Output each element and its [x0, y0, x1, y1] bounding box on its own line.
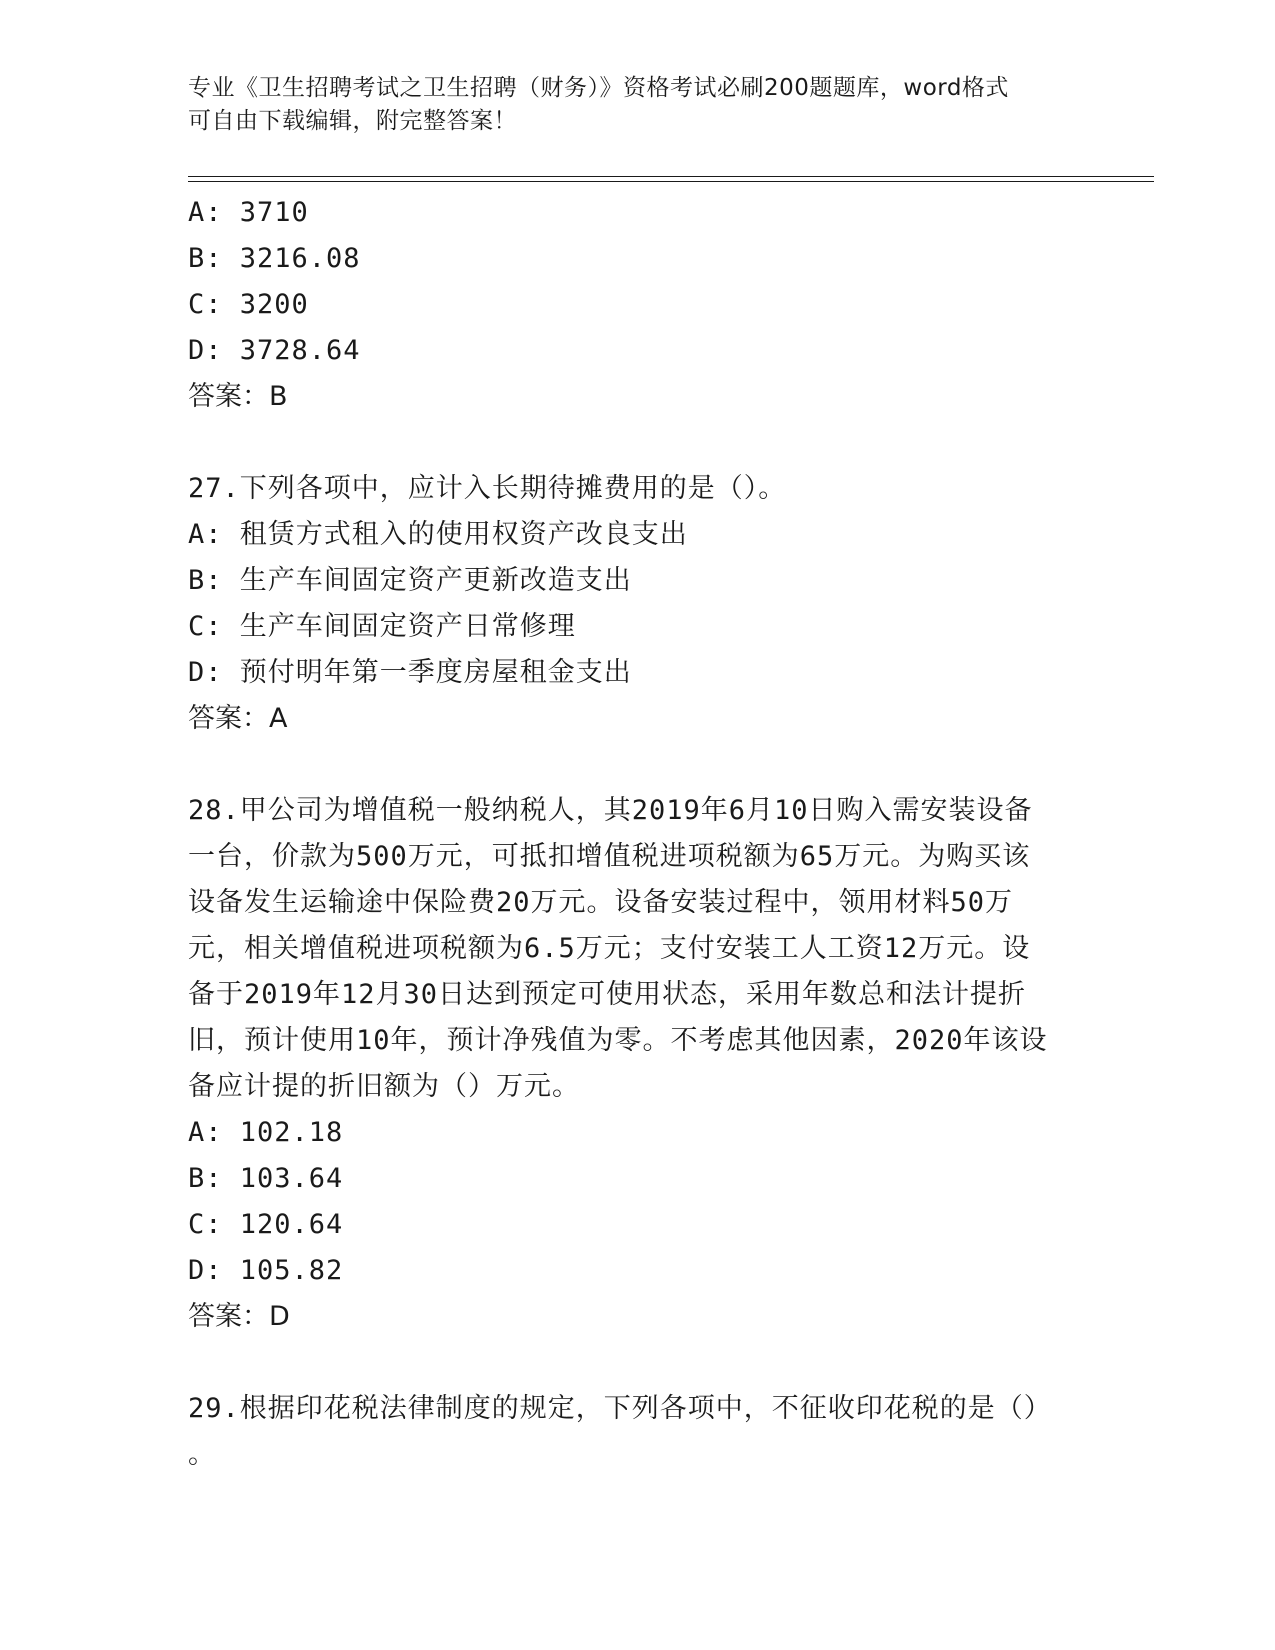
option-b: B: 生产车间固定资产更新改造支出	[188, 565, 632, 596]
question-27	[188, 466, 1088, 742]
header-rule-top	[188, 176, 1154, 177]
question-stem: 27.下列各项中，应计入长期待摊费用的是（）。	[188, 473, 787, 504]
question-stem	[188, 1386, 1088, 1478]
answer: 答案：D	[188, 1301, 290, 1332]
option-b: B: 3216.08	[188, 243, 361, 274]
option-c: C: 120.64	[188, 1209, 344, 1240]
option-c: C: 生产车间固定资产日常修理	[188, 611, 576, 642]
question-29	[188, 1386, 1088, 1478]
option-d: D: 预付明年第一季度房屋租金支出	[188, 657, 632, 688]
stem-line: 旧，预计使用10年，预计净残值为零。不考虑其他因素，2020年该设	[188, 1025, 1048, 1056]
stem-line: 。	[188, 1439, 216, 1470]
stem-line: 元，相关增值税进项税额为6.5万元；支付安装工人工资12万元。设	[188, 933, 1031, 964]
option-a: A: 3710	[188, 197, 309, 228]
option-d: D: 105.82	[188, 1255, 344, 1286]
option-c: C: 3200	[188, 289, 309, 320]
question-28	[188, 788, 1088, 1340]
answer: 答案：A	[188, 703, 288, 734]
header-rule-bottom	[188, 181, 1154, 182]
header-line-1: 专业《卫生招聘考试之卫生招聘（财务）》资格考试必刷200题题库，word格式	[188, 75, 1009, 101]
answer: 答案：B	[188, 381, 288, 412]
stem-line: 28.甲公司为增值税一般纳税人，其2019年6月10日购入需安装设备	[188, 795, 1033, 826]
stem-line: 一台，价款为500万元，可抵扣增值税进项税额为65万元。为购买该	[188, 841, 1031, 872]
option-d: D: 3728.64	[188, 335, 361, 366]
header-line-2: 可自由下载编辑，附完整答案！	[188, 108, 517, 134]
stem-line: 备于2019年12月30日达到预定可使用状态，采用年数总和法计提折	[188, 979, 1027, 1010]
question-26	[188, 190, 1088, 420]
option-a: A: 102.18	[188, 1117, 344, 1148]
question-stem	[188, 788, 1088, 1110]
stem-line: 29.根据印花税法律制度的规定，下列各项中，不征收印花税的是（）	[188, 1393, 1052, 1424]
option-a: A: 租赁方式租入的使用权资产改良支出	[188, 519, 688, 550]
stem-line: 设备发生运输途中保险费20万元。设备安装过程中，领用材料50万	[188, 887, 1014, 918]
document-header	[188, 72, 1088, 138]
question-content	[188, 190, 1088, 1478]
stem-line: 备应计提的折旧额为（）万元。	[188, 1071, 580, 1102]
option-b: B: 103.64	[188, 1163, 344, 1194]
